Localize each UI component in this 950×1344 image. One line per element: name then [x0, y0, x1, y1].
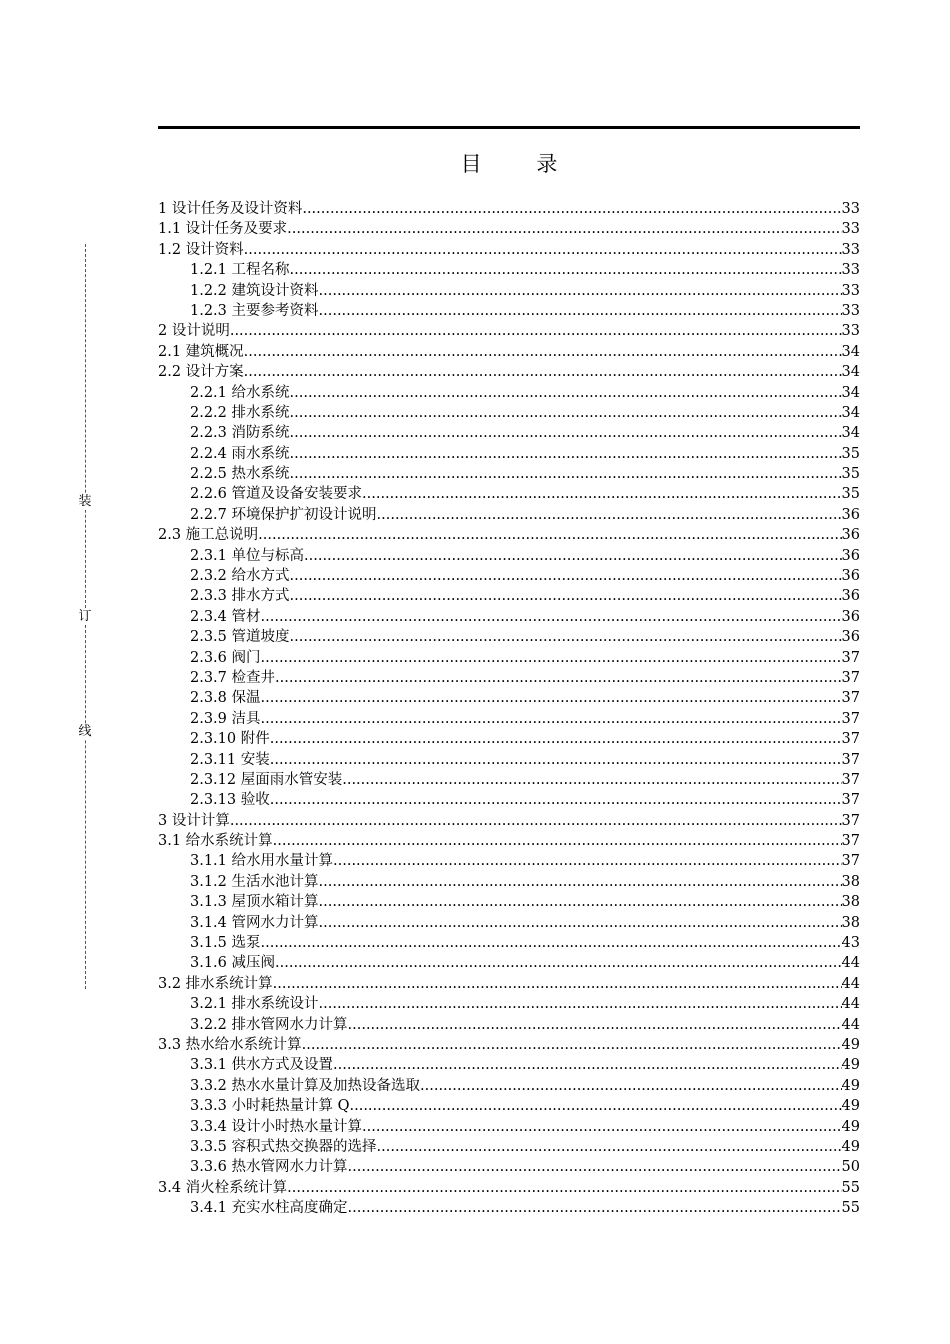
toc-page-number: 33 [841, 221, 860, 238]
toc-entry-title: 2.2.3 消防系统 [190, 425, 290, 442]
header-rule [158, 126, 860, 129]
toc-entry[interactable] [158, 790, 860, 810]
toc-entry-title: 2.3.7 检查井 [190, 669, 276, 686]
binding-char-zhuang: 装 [78, 494, 92, 509]
toc-page-number: 55 [841, 1179, 860, 1196]
toc-dot-leader [290, 444, 842, 464]
toc-entry-title: 3.3.1 供水方式及设置 [190, 1057, 334, 1074]
toc-entry-title: 2.3 施工总说明 [158, 527, 259, 544]
toc-entry-title: 3.2.2 排水管网水力计算 [190, 1016, 348, 1033]
toc-page-number: 55 [841, 1200, 860, 1217]
toc-entry[interactable] [158, 892, 860, 912]
page-title: 目 录 [460, 152, 582, 176]
toc-entry-title: 2.3.5 管道坡度 [190, 629, 290, 646]
toc-entry-title: 1.1 设计任务及要求 [158, 221, 288, 238]
toc-dot-leader [261, 688, 842, 708]
toc-entry-title: 3.2 排水系统计算 [158, 975, 273, 992]
toc-dot-leader [275, 668, 842, 688]
toc-entry[interactable] [158, 974, 860, 994]
toc-page-number: 38 [841, 914, 860, 931]
toc-page-number: 34 [841, 384, 860, 401]
toc-entry[interactable] [158, 1055, 860, 1075]
toc-dot-leader [270, 729, 842, 749]
toc-entry[interactable] [158, 872, 860, 892]
binding-line [78, 244, 92, 989]
toc-page-number: 37 [841, 771, 860, 788]
toc-dot-leader [342, 770, 841, 790]
toc-entry[interactable] [158, 1096, 860, 1116]
toc-dot-leader [377, 1137, 842, 1157]
toc-entry-title: 2.2.1 给水系统 [190, 384, 290, 401]
toc-dot-leader [261, 607, 842, 627]
toc-entry[interactable] [158, 852, 860, 872]
toc-entry[interactable] [158, 281, 860, 301]
toc-entry[interactable] [158, 219, 860, 239]
toc-dot-leader [287, 219, 841, 239]
toc-entry-title: 2.3.12 屋面雨水管安装 [190, 771, 343, 788]
toc-entry[interactable] [158, 505, 860, 525]
toc-entry-title: 1.2.2 建筑设计资料 [190, 282, 319, 299]
toc-dot-leader [273, 831, 842, 851]
toc-entry[interactable] [158, 750, 860, 770]
toc-entry[interactable] [158, 1178, 860, 1198]
toc-entry-title: 2.3.2 给水方式 [190, 568, 290, 585]
toc-dot-leader [290, 566, 842, 586]
toc-entry-title: 3.3 热水给水系统计算 [158, 1037, 302, 1053]
toc-page-number: 33 [841, 241, 860, 258]
toc-entry[interactable] [158, 566, 860, 586]
toc-dot-leader [290, 260, 842, 280]
toc-page-number: 36 [841, 588, 860, 605]
toc-page-number: 35 [841, 466, 860, 483]
toc-entry[interactable] [158, 668, 860, 688]
toc-entry[interactable] [158, 627, 860, 647]
toc-page-number: 37 [841, 690, 860, 707]
toc-entry-title: 2.1 建筑概况 [158, 343, 244, 360]
toc-entry-title: 2.3.8 保温 [190, 690, 261, 707]
toc-dot-leader [348, 1015, 842, 1035]
toc-entry[interactable] [158, 260, 860, 280]
toc-entry[interactable] [158, 342, 860, 362]
toc-dot-leader [258, 525, 841, 545]
toc-entry[interactable] [158, 546, 860, 566]
toc-page-number: 43 [841, 935, 860, 952]
toc-dot-leader [290, 403, 842, 423]
toc-page-number: 44 [841, 1016, 860, 1033]
toc-entry[interactable] [158, 1076, 860, 1096]
toc-entry-title: 3.1 给水系统计算 [158, 833, 273, 850]
toc-entry-title: 2.3.1 单位与标高 [190, 547, 305, 564]
toc-page-number: 37 [841, 731, 860, 748]
toc-dot-leader [420, 1076, 842, 1096]
toc-dot-leader [287, 1178, 841, 1198]
toc-page-number: 33 [841, 323, 860, 340]
toc-entry-title: 2.2.7 环境保护扩初设计说明 [190, 506, 377, 523]
toc-entry[interactable] [158, 648, 860, 668]
toc-dot-leader [319, 872, 842, 892]
toc-dot-leader [302, 1035, 842, 1055]
toc-entry[interactable] [158, 362, 860, 382]
toc-page-number: 36 [841, 506, 860, 523]
toc-entry-title: 1.2 设计资料 [158, 241, 244, 258]
toc-dot-leader [362, 484, 842, 504]
toc-dot-leader [290, 423, 842, 443]
toc-entry[interactable] [158, 199, 860, 219]
table-of-contents [158, 199, 860, 1219]
toc-dot-leader [302, 199, 841, 219]
toc-page-number: 37 [841, 792, 860, 809]
toc-entry[interactable] [158, 240, 860, 260]
toc-entry-title: 3.3.3 小时耗热量计算 Q [190, 1098, 350, 1115]
toc-dot-leader [333, 1055, 842, 1075]
toc-dot-leader [244, 362, 842, 382]
toc-entry-title: 3.1.5 选泵 [190, 935, 261, 952]
binding-char-xian: 线 [78, 724, 92, 739]
toc-dot-leader [261, 933, 842, 953]
toc-page-number: 50 [841, 1159, 860, 1176]
toc-entry[interactable] [158, 811, 860, 831]
toc-entry-title: 2.2.5 热水系统 [190, 466, 290, 483]
toc-page-number: 34 [841, 404, 860, 421]
toc-page-number: 37 [841, 669, 860, 686]
toc-entry-title: 3.4.1 充实水柱高度确定 [190, 1200, 348, 1217]
toc-entry[interactable] [158, 464, 860, 484]
binding-char-ding: 订 [78, 609, 92, 624]
toc-entry-title: 3.1.6 减压阀 [190, 955, 276, 972]
toc-page-number: 35 [841, 445, 860, 462]
toc-entry[interactable] [158, 1198, 860, 1218]
toc-entry[interactable] [158, 729, 860, 749]
toc-entry-title: 2.3.11 安装 [190, 751, 270, 768]
toc-entry-title: 3.4 消火栓系统计算 [158, 1179, 288, 1196]
toc-page-number: 49 [841, 1077, 860, 1094]
toc-entry[interactable] [158, 403, 860, 423]
toc-page-number: 37 [841, 649, 860, 666]
toc-entry-title: 2.3.10 附件 [190, 731, 270, 748]
toc-page-number: 38 [841, 873, 860, 890]
toc-page-number: 37 [841, 710, 860, 727]
toc-dot-leader [348, 1157, 842, 1177]
toc-entry[interactable] [158, 383, 860, 403]
toc-page-number: 34 [841, 343, 860, 360]
toc-entry[interactable] [158, 1035, 860, 1055]
toc-entry[interactable] [158, 321, 860, 341]
toc-dot-leader [377, 505, 842, 525]
toc-dot-leader [244, 240, 842, 260]
toc-page-number: 33 [841, 302, 860, 319]
toc-entry-title: 1.2.3 主要参考资料 [190, 302, 319, 319]
toc-entry-title: 3.3.4 设计小时热水量计算 [190, 1118, 363, 1135]
toc-page-number: 49 [841, 1057, 860, 1074]
toc-entry[interactable] [158, 953, 860, 973]
toc-entry[interactable] [158, 586, 860, 606]
toc-page-number: 33 [841, 262, 860, 279]
toc-entry-title: 2.2 设计方案 [158, 364, 244, 381]
toc-entry-title: 2.2.6 管道及设备安装要求 [190, 486, 363, 503]
toc-entry-title: 2.3.6 阀门 [190, 649, 261, 666]
toc-page-number: 36 [841, 547, 860, 564]
toc-dot-leader [348, 1198, 842, 1218]
toc-entry-title: 2.3.3 排水方式 [190, 588, 290, 605]
toc-page-number: 37 [841, 812, 860, 829]
toc-entry[interactable] [158, 709, 860, 729]
toc-entry-title: 3.1.4 管网水力计算 [190, 914, 319, 931]
toc-entry-title: 3.1.3 屋顶水箱计算 [190, 894, 319, 911]
toc-dot-leader [319, 913, 842, 933]
toc-page-number: 36 [841, 608, 860, 625]
toc-entry-title: 1.2.1 工程名称 [190, 262, 290, 279]
toc-dot-leader [333, 852, 842, 872]
toc-entry-title: 2.2.4 雨水系统 [190, 445, 290, 462]
toc-entry[interactable] [158, 933, 860, 953]
toc-page-number: 37 [841, 833, 860, 850]
toc-page-number: 36 [841, 527, 860, 544]
toc-dot-leader [244, 342, 842, 362]
toc-dot-leader [275, 953, 842, 973]
toc-page-number: 36 [841, 568, 860, 585]
toc-entry-title: 2 设计说明 [158, 323, 230, 340]
toc-page-number: 33 [841, 200, 860, 217]
toc-entry[interactable] [158, 1015, 860, 1035]
toc-entry[interactable] [158, 484, 860, 504]
toc-entry[interactable] [158, 525, 860, 545]
toc-dot-leader [319, 892, 842, 912]
toc-entry-title: 3.2.1 排水系统设计 [190, 996, 319, 1013]
toc-dot-leader [304, 546, 842, 566]
toc-entry-title: 3.1.2 生活水池计算 [190, 873, 319, 890]
toc-dot-leader [261, 648, 842, 668]
toc-entry-title: 1 设计任务及设计资料 [158, 200, 303, 217]
toc-page-number: 44 [841, 975, 860, 992]
toc-entry[interactable] [158, 301, 860, 321]
toc-page-number: 34 [841, 425, 860, 442]
toc-page-number: 49 [841, 1037, 860, 1053]
toc-dot-leader [319, 301, 842, 321]
toc-page-number: 37 [841, 853, 860, 870]
toc-page-number: 38 [841, 894, 860, 911]
toc-dot-leader [230, 811, 842, 831]
toc-dot-leader [290, 586, 842, 606]
toc-entry-title: 3.3.6 热水管网水力计算 [190, 1159, 348, 1176]
toc-entry-title: 2.3.4 管材 [190, 608, 261, 625]
toc-entry[interactable] [158, 607, 860, 627]
toc-entry[interactable] [158, 913, 860, 933]
toc-page-number: 49 [841, 1138, 860, 1155]
toc-dot-leader [261, 709, 842, 729]
toc-page-number: 37 [841, 751, 860, 768]
toc-entry-title: 3 设计计算 [158, 812, 230, 829]
toc-entry[interactable] [158, 770, 860, 790]
toc-page-number: 44 [841, 955, 860, 972]
toc-entry-title: 3.3.5 容积式热交换器的选择 [190, 1138, 377, 1155]
toc-dot-leader [273, 974, 842, 994]
toc-entry[interactable] [158, 423, 860, 443]
toc-page-number: 36 [841, 629, 860, 646]
toc-dot-leader [290, 464, 842, 484]
toc-page-number: 44 [841, 996, 860, 1013]
toc-entry[interactable] [158, 688, 860, 708]
toc-dot-leader [319, 281, 842, 301]
toc-dot-leader [319, 994, 842, 1014]
toc-entry-title: 3.1.1 给水用水量计算 [190, 853, 334, 870]
toc-entry[interactable] [158, 1117, 860, 1137]
toc-dot-leader [362, 1117, 842, 1137]
toc-page-number: 34 [841, 364, 860, 381]
toc-entry-title: 2.3.13 验收 [190, 792, 270, 809]
toc-dot-leader [270, 790, 842, 810]
toc-page-number: 33 [841, 282, 860, 299]
toc-entry[interactable] [158, 1157, 860, 1177]
toc-entry-title: 2.2.2 排水系统 [190, 404, 290, 421]
toc-dot-leader [290, 627, 842, 647]
toc-entry-title: 2.3.9 洁具 [190, 710, 261, 727]
toc-dot-leader [350, 1096, 842, 1116]
toc-dot-leader [230, 321, 842, 341]
toc-entry[interactable] [158, 444, 860, 464]
toc-page-number: 35 [841, 486, 860, 503]
toc-entry[interactable] [158, 994, 860, 1014]
toc-entry[interactable] [158, 1137, 860, 1157]
toc-entry-title: 3.3.2 热水水量计算及加热设备选取 [190, 1077, 421, 1094]
toc-page-number: 49 [841, 1098, 860, 1115]
toc-entry[interactable] [158, 831, 860, 851]
toc-dot-leader [270, 750, 842, 770]
toc-page-number: 49 [841, 1118, 860, 1135]
toc-dot-leader [290, 383, 842, 403]
